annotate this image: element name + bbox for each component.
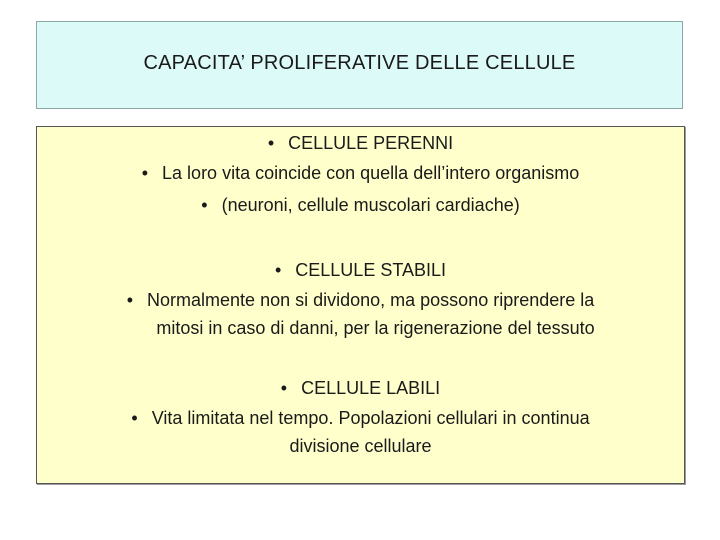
bullet-icon: • (267, 133, 275, 153)
line-text: (neuroni, cellule muscolari cardiache) (221, 195, 520, 215)
section-line-labili-2 (37, 436, 684, 457)
title-box (36, 21, 683, 109)
section-line-perenni-2 (37, 195, 684, 216)
slide-title: CAPACITA’ PROLIFERATIVE DELLE CELLULE (143, 51, 576, 74)
content-box (36, 126, 685, 484)
section-line-stabili-2 (67, 318, 684, 339)
bullet-icon: • (131, 408, 138, 428)
heading-text: CELLULE LABILI (301, 378, 441, 398)
line-text: mitosi in caso di danni, per la rigenerazione del tessuto (156, 318, 595, 338)
section-line-stabili-1 (37, 290, 684, 311)
bullet-icon: • (126, 290, 134, 310)
bullet-icon: • (141, 163, 149, 183)
bullet-icon: • (274, 260, 282, 280)
line-text: divisione cellulare (289, 436, 432, 456)
line-text: Vita limitata nel tempo. Popolazioni cellulari in continua (151, 408, 590, 428)
bullet-icon: • (280, 378, 288, 398)
section-line-perenni-1 (37, 163, 684, 184)
section-heading-stabili (37, 260, 684, 281)
line-text: Normalmente non si dividono, ma possono riprendere la (147, 290, 595, 310)
heading-text: CELLULE PERENNI (288, 133, 454, 153)
section-line-labili-1 (37, 408, 684, 429)
bullet-icon: • (201, 195, 208, 215)
line-text: La loro vita coincide con quella dell’intero organismo (162, 163, 580, 183)
section-heading-labili (37, 378, 684, 399)
section-heading-perenni (37, 133, 684, 154)
heading-text: CELLULE STABILI (295, 260, 447, 280)
